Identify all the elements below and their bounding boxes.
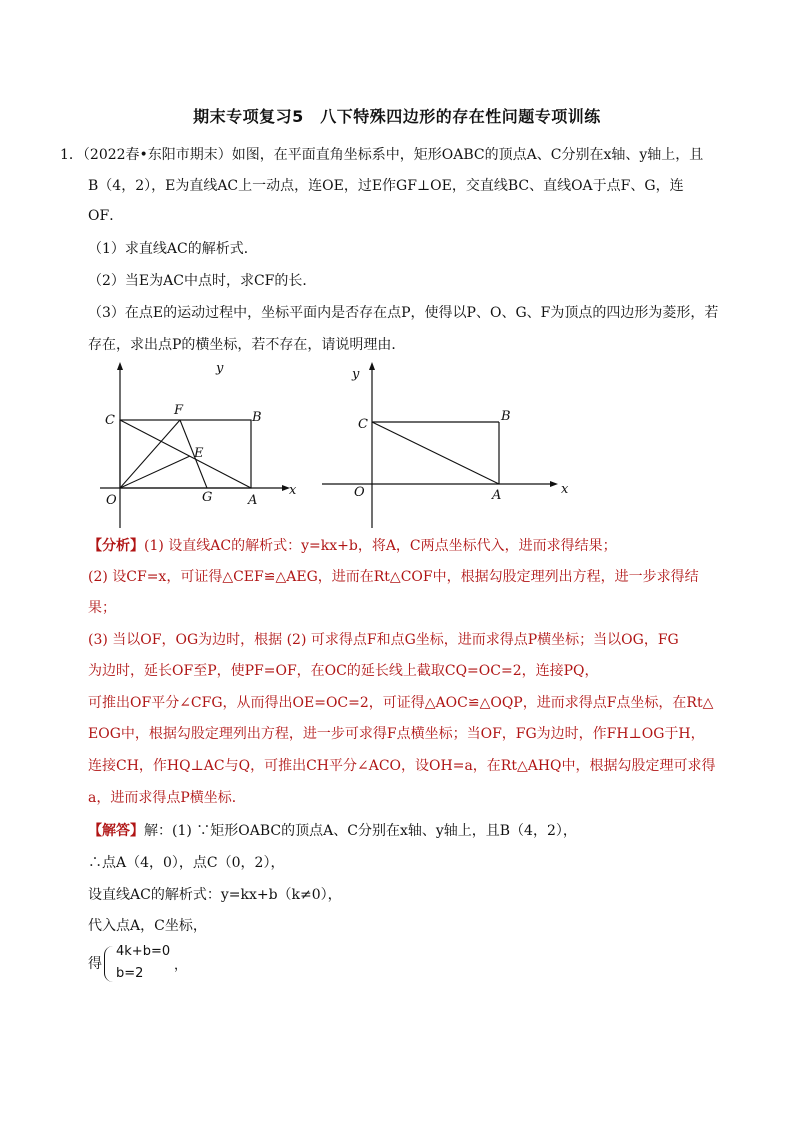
solution-tag: 【解答】	[88, 823, 144, 839]
fig2-label-B: B	[501, 409, 511, 424]
equation-tail: ，	[174, 958, 188, 973]
problem-line-2: B（4，2），E为直线AC上一动点，连OE，过E作GF⊥OE，交直线BC、直线OA于点F、G，连	[88, 178, 684, 194]
page-title: 期末专项复习5 八下特殊四边形的存在性问题专项训练	[193, 107, 601, 126]
analysis-line-5: 为边时，延长OF至P，使PF=OF，在OC的延长线上截取CQ=OC=2，连接PQ，	[88, 663, 599, 679]
fig2-label-x: x	[561, 482, 569, 497]
equation-brace	[104, 946, 113, 982]
question-1: （1）求直线AC的解析式．	[88, 241, 258, 257]
fig2-label-A: A	[492, 488, 502, 503]
fig1-segment-OE	[120, 456, 190, 488]
question-3-line-2: 存在，求出点P的横坐标，若不存在，请说明理由．	[88, 337, 406, 353]
question-2: （2）当E为AC中点时，求CF的长．	[88, 273, 317, 289]
analysis-line-3: 果；	[88, 600, 116, 616]
fig1-label-O: O	[106, 493, 117, 508]
fig1-label-A: A	[248, 493, 258, 508]
analysis-line-7: EOG中，根据勾股定理列出方程，进一步可求得F点横坐标；当OF，FG为边时，作FH⊥OG于H，	[88, 726, 705, 742]
fig2-x-arrow	[550, 481, 558, 487]
analysis-line-8: 连接CH，作HQ⊥AC与Q，可推出CH平分∠ACO，设OH=a，在Rt△AHQ中，根据勾股定理可求得	[88, 758, 716, 774]
fig2-label-O: O	[354, 485, 365, 500]
fig2-label-y: y	[352, 367, 360, 382]
solution-text-1: 解：(1) ∵矩形OABC的顶点A、C分别在x轴、y轴上，且B（4，2），	[144, 823, 577, 839]
solution-line-4: 代入点A，C坐标，	[88, 918, 207, 934]
analysis-text-1: (1) 设直线AC的解析式：y=kx+b，将A，C两点坐标代入，进而求得结果；	[144, 538, 617, 554]
problem-line-1: 1．（2022春•东阳市期末）如图，在平面直角坐标系中，矩形OABC的顶点A、C分别在x轴、y轴上，且	[60, 147, 704, 163]
fig1-segment-AC	[120, 420, 251, 488]
solution-line-2: ∴点A（4，0），点C（0，2），	[88, 855, 285, 871]
equation-1: 4k+b=0	[116, 944, 171, 959]
fig1-label-x: x	[289, 483, 297, 498]
question-3-line-1: （3）在点E的运动过程中，坐标平面内是否存在点P，使得以P、O、G、F为顶点的四边形为菱形，若	[88, 305, 719, 321]
fig1-y-arrow	[117, 362, 123, 370]
figure-2-diagram	[318, 360, 578, 530]
analysis-line-4: (3) 当以OF，OG为边时，根据 (2) 可求得点F和点G坐标，进而求得点P横坐标；当以OG，FG	[88, 632, 679, 648]
fig1-label-G: G	[202, 490, 213, 505]
fig1-label-B: B	[252, 410, 262, 425]
fig1-label-C: C	[105, 413, 115, 428]
solution-line-1	[88, 821, 577, 841]
analysis-tag: 【分析】	[88, 538, 144, 554]
analysis-line-6: 可推出OF平分∠CFG，从而得出OE=OC=2，可证得△AOC≌△OQP，进而求得点F点坐标，在Rt△	[88, 695, 714, 711]
analysis-line-2: (2) 设CF=x，可证得△CEF≌△AEG，进而在Rt△COF中，根据勾股定理列出方程，进一步求得结	[88, 569, 699, 585]
problem-line-3: OF．	[88, 208, 124, 224]
fig1-label-F: F	[174, 403, 184, 418]
analysis-line-9: a，进而求得点P横坐标．	[88, 790, 246, 806]
analysis-line-1	[88, 536, 617, 556]
fig2-y-arrow	[369, 362, 375, 370]
figure-1-diagram	[96, 360, 311, 530]
solution-line-3: 设直线AC的解析式：y=kx+b（k≠0），	[88, 887, 342, 903]
fig1-label-y: y	[216, 361, 224, 376]
fig2-label-C: C	[358, 417, 368, 432]
fig1-segment-OF	[120, 420, 180, 488]
fig2-segment-AC	[372, 422, 499, 484]
fig1-label-E: E	[194, 446, 204, 461]
equation-2: b=2	[116, 966, 144, 981]
solution-line-5: 得	[88, 956, 102, 972]
